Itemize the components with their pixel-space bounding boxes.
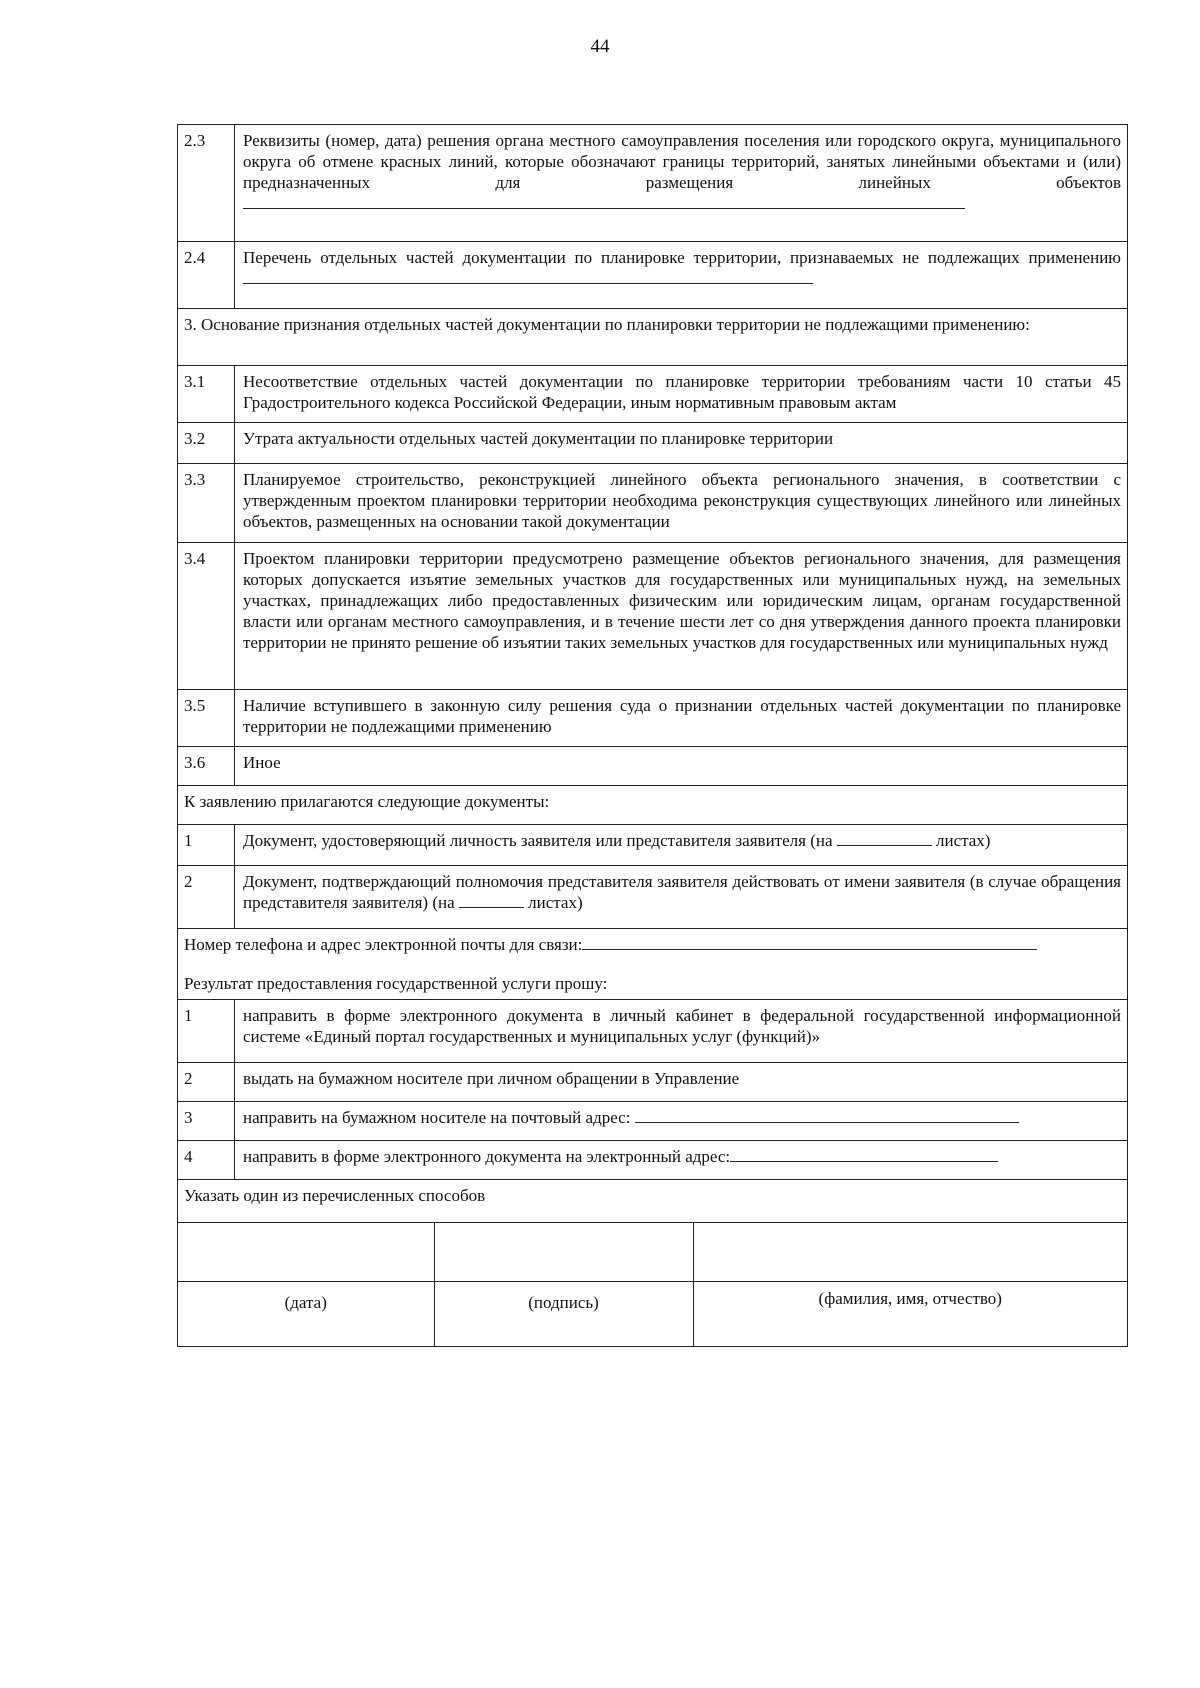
contact-row bbox=[178, 929, 1128, 1000]
row-text: Проектом планировки территории предусмотрено размещение объектов регионального значения, для размещения которых допускается изъятие земельных участков для государственных или муниципальных нужд, на земельных участках, принадлежащих либо предоставленных физическим или юридическим лицам, органам государственной власти или органам местного самоуправления, и в течение шести лет со дня утверждения данного проекта планировки территории не принято решение об изъятии таких земельных участков для государственных или муниципальных нужд bbox=[235, 543, 1128, 690]
row-3-4 bbox=[178, 543, 1128, 690]
section-3-heading: 3. Основание признания отдельных частей документации по планировки территории не подлежащими применению: bbox=[178, 309, 1128, 366]
row-number: 2.3 bbox=[178, 125, 235, 242]
sheet-count-input-line[interactable] bbox=[459, 892, 524, 908]
signature-caption: (подпись) bbox=[434, 1282, 693, 1347]
requisites-input-line[interactable] bbox=[243, 193, 965, 209]
date-field[interactable] bbox=[178, 1223, 434, 1282]
contact-cell bbox=[178, 929, 1128, 1000]
row-2-4 bbox=[178, 242, 1128, 309]
row-text: Документ, удостоверяющий личность заявителя или представителя заявителя (на листах) bbox=[235, 825, 1128, 866]
full-name-caption: (фамилия, имя, отчество) bbox=[818, 1289, 1002, 1308]
result-option-3 bbox=[178, 1102, 1128, 1141]
row-text: выдать на бумажном носителе при личном обращении в Управление bbox=[235, 1063, 1128, 1102]
row-text: направить в форме электронного документа в личный кабинет в федеральной государственной информационной системе «Единый портал государственных и муниципальных услуг (функций)» bbox=[235, 1000, 1128, 1063]
postal-address-input-line[interactable] bbox=[635, 1107, 1019, 1123]
row-text: Планируемое строительство, реконструкцией линейного объекта регионального значения, в соответствии с утвержденным проектом планировки территории необходима реконструкция существующих линейного или линейных объектов, размещенных на основании такой документации bbox=[235, 464, 1128, 543]
row-number: 3.4 bbox=[178, 543, 235, 690]
attachment-2 bbox=[178, 866, 1128, 929]
choose-one-note: Указать один из перечисленных способов bbox=[178, 1180, 1128, 1223]
choose-one-row bbox=[178, 1180, 1128, 1223]
row-text: Утрата актуальности отдельных частей документации по планировке территории bbox=[235, 423, 1128, 464]
contact-label: Номер телефона и адрес электронной почты для связи: bbox=[184, 935, 583, 954]
attachments-heading: К заявлению прилагаются следующие документы: bbox=[178, 786, 1128, 825]
signature-field[interactable] bbox=[434, 1223, 693, 1282]
row-number: 3.5 bbox=[178, 690, 235, 747]
result-option-1 bbox=[178, 1000, 1128, 1063]
row-text: Реквизиты (номер, дата) решения органа местного самоуправления поселения или городского округа, муниципального округа об отмене красных линий, которые обозначают границы территорий, занятых линейными объектами и (или) предназначенных для размещения линейных объектов bbox=[235, 125, 1128, 242]
row-2-3 bbox=[178, 125, 1128, 242]
row-number: 2 bbox=[178, 1063, 235, 1102]
row-number: 3.3 bbox=[178, 464, 235, 543]
row-text: Иное bbox=[235, 747, 1128, 786]
sheet-count-input-line[interactable] bbox=[837, 830, 932, 846]
row-text: Документ, подтверждающий полномочия представителя заявителя действовать от имени заявителя (в случае обращения представителя заявителя) (на листах) bbox=[235, 866, 1128, 929]
row-text: направить на бумажном носителе на почтовый адрес: bbox=[235, 1102, 1128, 1141]
row-number: 1 bbox=[178, 825, 235, 866]
row-number: 3.6 bbox=[178, 747, 235, 786]
contact-input-line[interactable] bbox=[582, 934, 1037, 950]
row-number: 2 bbox=[178, 866, 235, 929]
row-number: 3.2 bbox=[178, 423, 235, 464]
date-caption: (дата) bbox=[178, 1282, 434, 1347]
row-text: Перечень отдельных частей документации по планировке территории, признаваемых не подлежащих применению bbox=[235, 242, 1128, 309]
result-option-4 bbox=[178, 1141, 1128, 1180]
email-address-input-line[interactable] bbox=[730, 1146, 998, 1162]
row-number: 4 bbox=[178, 1141, 235, 1180]
section-3-heading-row bbox=[178, 309, 1128, 366]
attachments-heading-row bbox=[178, 786, 1128, 825]
attachment-1 bbox=[178, 825, 1128, 866]
row-number: 3 bbox=[178, 1102, 235, 1141]
row-number: 1 bbox=[178, 1000, 235, 1063]
row-text: Наличие вступившего в законную силу решения суда о признании отдельных частей документации по планировке территории не подлежащими применению bbox=[235, 690, 1128, 747]
result-option-2 bbox=[178, 1063, 1128, 1102]
row-number: 3.1 bbox=[178, 366, 235, 423]
signature-table bbox=[178, 1223, 1127, 1346]
row-3-1 bbox=[178, 366, 1128, 423]
row-3-3 bbox=[178, 464, 1128, 543]
row-text: направить в форме электронного документа на электронный адрес: bbox=[235, 1141, 1128, 1180]
full-name-field[interactable] bbox=[693, 1223, 1127, 1282]
row-number: 2.4 bbox=[178, 242, 235, 309]
page-number: 44 bbox=[590, 36, 610, 57]
row-text: Несоответствие отдельных частей документации по планировке территории требованиям части 10 статьи 45 Градостроительного кодекса Российской Федерации, иным нормативным правовым актам bbox=[235, 366, 1128, 423]
row-3-6 bbox=[178, 747, 1128, 786]
result-heading: Результат предоставления государственной услуги прошу: bbox=[184, 974, 608, 993]
application-form-table bbox=[177, 124, 1128, 1347]
row-3-5 bbox=[178, 690, 1128, 747]
signature-row bbox=[178, 1223, 1128, 1347]
row-3-2 bbox=[178, 423, 1128, 464]
parts-list-input-line[interactable] bbox=[243, 268, 813, 284]
signature-cell bbox=[178, 1223, 1128, 1347]
